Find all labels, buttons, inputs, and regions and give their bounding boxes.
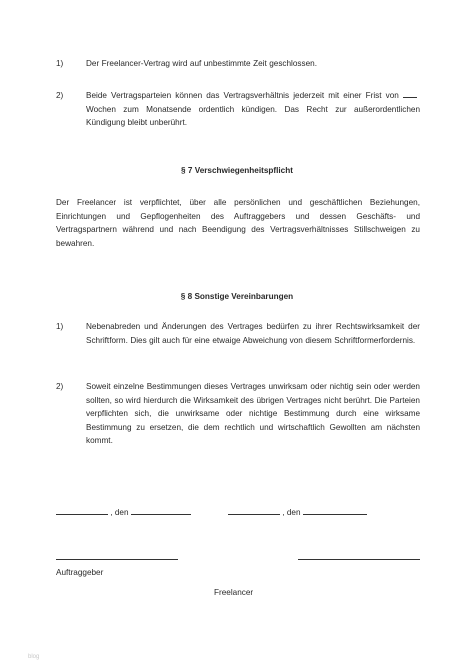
watermark: blog (28, 654, 40, 660)
clause-1-text: Der Freelancer-Vertrag wird auf unbestimmte Zeit geschlossen. (86, 59, 318, 68)
date-line (131, 505, 191, 515)
clause-2-text-before: Beide Vertragsparteien können das Vertragsverhältnis jederzeit mit einer Frist von (86, 91, 399, 100)
auftraggeber-place-date-row (56, 505, 191, 519)
date-line (303, 505, 367, 515)
section-8-item-2-number: 2) (56, 382, 64, 391)
section-7-heading: § 7 Verschwiegenheitspflicht (181, 166, 293, 175)
freelancer-label: Freelancer (214, 588, 254, 597)
clause-2-text-after: Wochen zum Monatsende ordentlich kündigen. Das Recht zur außerordentlichen Kündigung bleibt unberührt. (86, 104, 420, 128)
auftraggeber-label: Auftraggeber (56, 568, 104, 577)
clause-2-number: 2) (56, 91, 64, 100)
section-8-item-1-number: 1) (56, 322, 64, 331)
place-line (228, 505, 280, 515)
section-8-heading: § 8 Sonstige Vereinbarungen (180, 292, 294, 301)
weeks-blank-line (403, 90, 417, 98)
freelancer-signature-line-row (298, 550, 420, 564)
clause-1-number: 1) (56, 59, 64, 68)
auftraggeber-signature-line-row (56, 550, 178, 564)
den-label: , den (110, 508, 129, 517)
den-label: , den (282, 508, 301, 517)
signature-line (56, 550, 178, 560)
section-7-text: Der Freelancer ist verpflichtet, über alle persönlichen und geschäftlichen Beziehungen, Einrichtungen und Gepflogenheiten des Auftraggebers und dessen Geschäfts- und Vertragspartnern während und nach Beendigung des Vertragsverhältnisses Stillschweigen zu bewahren. (56, 198, 420, 248)
section-8-item-2-text: Soweit einzelne Bestimmungen dieses Vertrages unwirksam oder nichtig sein oder werden sollten, so wird hierdurch die Wirksamkeit des übrigen Vertrages nicht berührt. Die Parteien verpflichten sich, die unwirksame oder nichtige Bestimmung durch eine wirksame Bestimmung zu ersetzen, die dem rechtlich und wirtschaftlich Gewollten am nächsten kommt. (86, 382, 420, 446)
clause-2-text (86, 89, 420, 130)
signature-line (298, 550, 420, 560)
freelancer-place-date-row (228, 505, 367, 519)
place-line (56, 505, 108, 515)
section-8-item-1-text: Nebenabreden und Änderungen des Vertrages bedürfen zu ihrer Rechtswirksamkeit der Schriftform. Dies gilt auch für eine etwaige Abweichung von diesem Schriftformerfordernis. (86, 322, 420, 345)
